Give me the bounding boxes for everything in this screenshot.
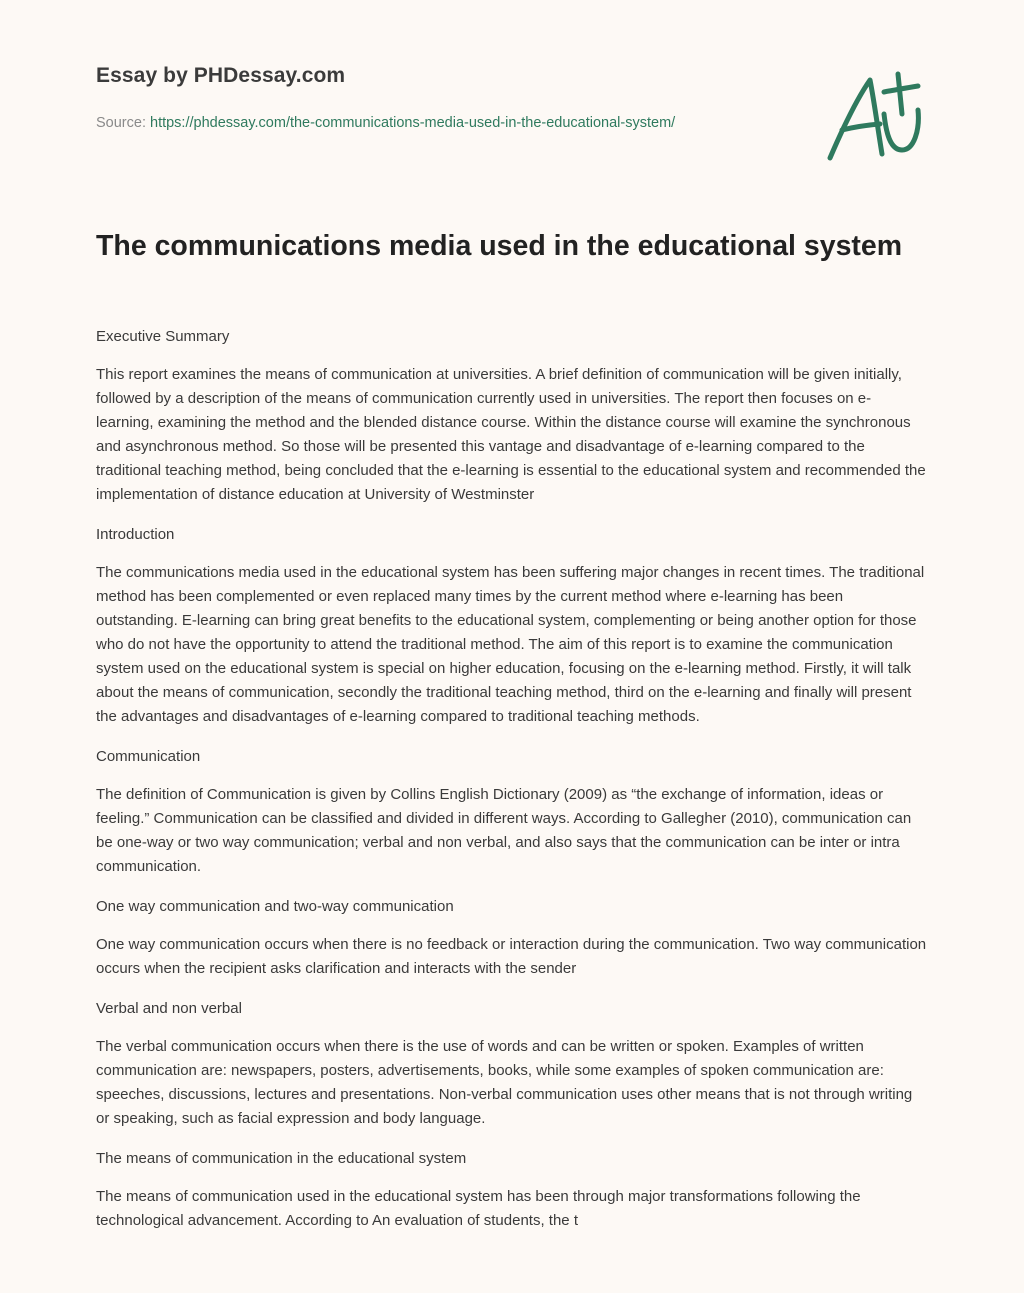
source-line xyxy=(96,111,736,135)
source-link[interactable]: https://phdessay.com/the-communications-media-used-in-the-educational-system/ xyxy=(150,115,676,131)
source-label: Source: xyxy=(96,115,150,131)
section-heading: The means of communication in the educational system xyxy=(96,1150,467,1167)
section-paragraph: The means of communication used in the educational system has been through major transformations following the technological advancement. According to An evaluation of students, the t xyxy=(96,1188,861,1229)
section-paragraph: This report examines the means of communication at universities. A brief definition of communication will be given initially, followed by a description of the means of communication currently used in universities. The report then focuses on e-learning, examining the method and the blended distance course. Within the distance course will examine the synchronous and asynchronous method. So those will be presented this vantage and disadvantage of e-learning compared to the traditional teaching method, being concluded that the e-learning is essential to the educational system and recommended the implementation of distance education at University of Westminster xyxy=(96,366,926,503)
section-heading: One way communication and two-way communication xyxy=(96,898,454,915)
essay-title: The communications media used in the educational system xyxy=(96,230,903,262)
section-paragraph: The verbal communication occurs when there is the use of words and can be written or spoken. Examples of written communication are: newspapers, posters, advertisements, books, while some examples of spoken communication are: speeches, discussions, lectures and presentations. Non-verbal communication uses other means that is not through writing or speaking, such as facial expression and body language. xyxy=(96,1038,913,1127)
section-paragraph: One way communication occurs when there is no feedback or interaction during the communication. Two way communication occurs when the recipient asks clarification and interacts with the sender xyxy=(96,936,927,977)
section-paragraph: The communications media used in the educational system has been suffering major changes in recent times. The traditional method has been complemented or even replaced many times by the current method where e-learning has been outstanding. E-learning can bring great benefits to the educational system, complementing or being another option for those who do not have the opportunity to attend the traditional method. The aim of this report is to examine the communication system used on the educational system is special on higher education, focusing on the e-learning method. Firstly, it will talk about the means of communication, secondly the traditional teaching method, third on the e-learning and finally will present the advantages and disadvantages of e-learning compared to traditional teaching methods. xyxy=(96,564,925,725)
a-plus-grade-icon xyxy=(822,70,926,166)
section-heading: Communication xyxy=(96,748,201,765)
section-heading: Verbal and non verbal xyxy=(96,1000,242,1017)
site-title: Essay by PHDessay.com xyxy=(96,64,346,87)
section-heading: Introduction xyxy=(96,526,175,543)
section-heading: Executive Summary xyxy=(96,328,230,345)
section-paragraph: The definition of Communication is given by Collins English Dictionary (2009) as “the exchange of information, ideas or feeling.” Communication can be classified and divided in different ways. According to Gallegher (2010), communication can be one-way or two way communication; verbal and non verbal, and also says that the communication can be inter or intra communication. xyxy=(96,786,912,875)
essay-content xyxy=(96,325,928,1249)
